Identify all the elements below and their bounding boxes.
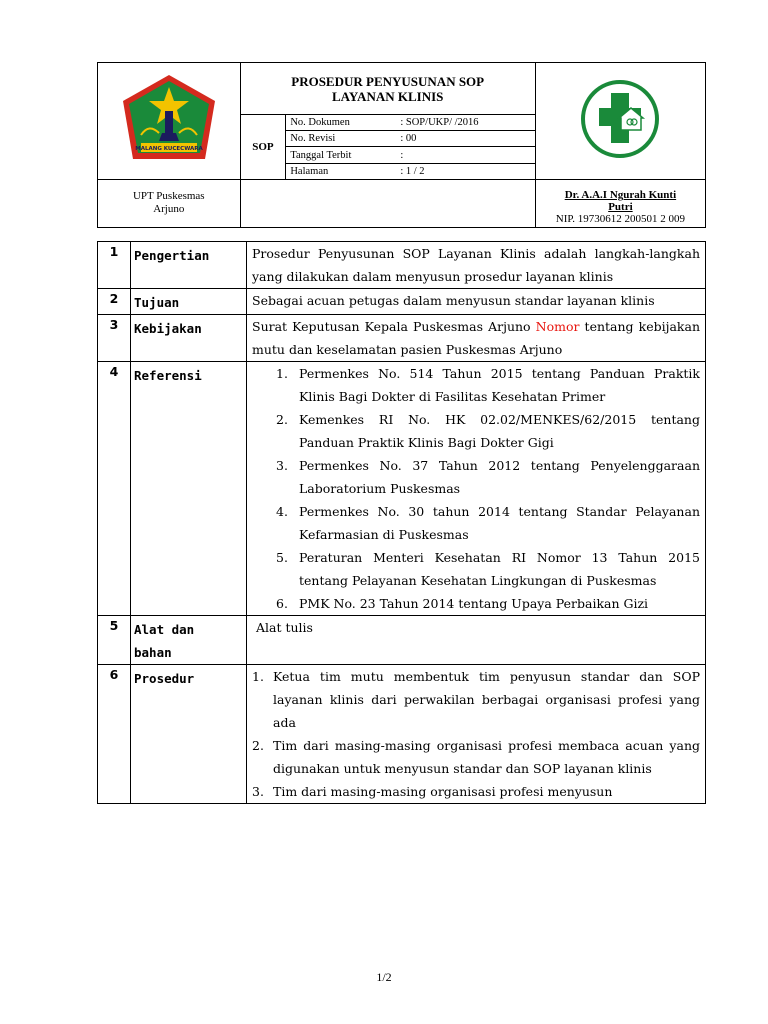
meta-row bbox=[286, 163, 534, 179]
meta-value: : 00 bbox=[396, 131, 534, 147]
org-line-1: UPT Puskesmas bbox=[132, 190, 205, 203]
left-logo-cell bbox=[98, 63, 241, 180]
row-number: 1 bbox=[98, 242, 131, 289]
meta-key: Tanggal Terbit bbox=[286, 147, 396, 163]
row-label: Pengertian bbox=[131, 242, 247, 289]
signer-block bbox=[535, 179, 705, 227]
row-content bbox=[247, 315, 706, 362]
signer-name-line-2: Putri bbox=[608, 201, 633, 214]
meta-key: No. Dokumen bbox=[286, 115, 396, 131]
meta-row bbox=[286, 147, 534, 163]
list-item: 1. Ketua tim mutu membentuk tim penyusun standar dan SOP layanan klinis dari perwakilan berbagai organisasi profesi yang ada bbox=[252, 669, 700, 730]
blank-cell bbox=[240, 179, 535, 227]
table-row bbox=[98, 242, 706, 289]
procedure-list bbox=[252, 665, 700, 803]
row-content: Sebagai acuan petugas dalam menyusun standar layanan klinis bbox=[247, 289, 706, 315]
row-label: Referensi bbox=[131, 362, 247, 616]
meta-row bbox=[286, 131, 534, 147]
title-line-2: LAYANAN KLINIS bbox=[332, 88, 444, 104]
row-content: Alat tulis bbox=[247, 616, 706, 665]
table-row bbox=[98, 362, 706, 616]
puskesmas-logo-icon bbox=[579, 78, 661, 160]
row-label: Tujuan bbox=[131, 289, 247, 315]
row-label: Prosedur bbox=[131, 665, 247, 804]
table-row bbox=[98, 616, 706, 665]
row-number: 3 bbox=[98, 315, 131, 362]
table-row bbox=[98, 315, 706, 362]
sop-label: SOP bbox=[240, 115, 286, 179]
emblem-text: MALANG KUCECWARA bbox=[135, 145, 203, 152]
list-item: 6. PMK No. 23 Tahun 2014 tentang Upaya Perbaikan Gizi bbox=[276, 596, 649, 611]
table-row bbox=[98, 665, 706, 804]
row-number: 4 bbox=[98, 362, 131, 616]
row-number: 6 bbox=[98, 665, 131, 804]
row-number: 5 bbox=[98, 616, 131, 665]
meta-value: : bbox=[396, 147, 534, 163]
title-line-1: PROSEDUR PENYUSUNAN SOP bbox=[291, 73, 485, 89]
content-text: tentang kebijakan mutu dan keselamatan pasien Puskesmas Arjuno bbox=[252, 319, 700, 357]
meta-key: No. Revisi bbox=[286, 131, 396, 147]
list-item: 5. Peraturan Menteri Kesehatan RI Nomor 13 Tahun 2015 tentang Pelayanan Kesehatan Lingkungan di Puskesmas bbox=[276, 550, 700, 588]
row-content bbox=[247, 362, 706, 616]
row-number: 2 bbox=[98, 289, 131, 315]
signer-nip: NIP. 19730612 200501 2 009 bbox=[555, 213, 686, 226]
signer-name-line-1: Dr. A.A.I Ngurah Kunti bbox=[564, 189, 677, 202]
row-content: Prosedur Penyusunan SOP Layanan Klinis adalah langkah-langkah yang dilakukan dalam menyusun prosedur layanan klinis bbox=[247, 242, 706, 289]
meta-key: Halaman bbox=[290, 165, 329, 177]
table-row bbox=[98, 289, 706, 315]
right-logo-cell bbox=[535, 63, 705, 180]
document-title bbox=[240, 63, 535, 115]
sop-content-table bbox=[97, 241, 706, 804]
meta-row bbox=[286, 115, 534, 131]
row-content bbox=[247, 665, 706, 804]
list-item: 3. Tim dari masing-masing organisasi profesi menyusun bbox=[252, 784, 613, 799]
document-header bbox=[97, 62, 706, 228]
reference-list bbox=[252, 362, 700, 615]
list-item: 2. Kemenkes RI No. HK 02.02/MENKES/62/2015 tentang Panduan Praktik Klinis Bagi Dokter Gigi bbox=[276, 412, 700, 450]
document-meta bbox=[286, 115, 535, 179]
row-label: Kebijakan bbox=[131, 315, 247, 362]
organization-name bbox=[98, 179, 241, 227]
malang-regency-emblem-icon bbox=[119, 73, 219, 165]
highlighted-text: Nomor bbox=[535, 319, 580, 334]
list-item: 1. Permenkes No. 514 Tahun 2015 tentang Panduan Praktik Klinis Bagi Dokter di Fasilitas Kesehatan Primer bbox=[276, 366, 700, 404]
list-item: 4. Permenkes No. 30 tahun 2014 tentang Standar Pelayanan Kefarmasian di Puskesmas bbox=[276, 504, 700, 542]
org-line-2: Arjuno bbox=[153, 203, 185, 216]
meta-value: : 1 / 2 bbox=[400, 165, 425, 177]
meta-value: : SOP/UKP/ /2016 bbox=[396, 115, 534, 131]
list-item: 3. Permenkes No. 37 Tahun 2012 tentang Penyelenggaraan Laboratorium Puskesmas bbox=[276, 458, 700, 496]
row-label: Alat dan bahan bbox=[131, 616, 247, 665]
list-item: 2. Tim dari masing-masing organisasi profesi membaca acuan yang digunakan untuk menyusun standar dan SOP layanan klinis bbox=[252, 738, 700, 776]
page-number: 1/2 bbox=[376, 970, 392, 984]
content-text: Surat Keputusan Kepala Puskesmas Arjuno bbox=[252, 319, 536, 334]
